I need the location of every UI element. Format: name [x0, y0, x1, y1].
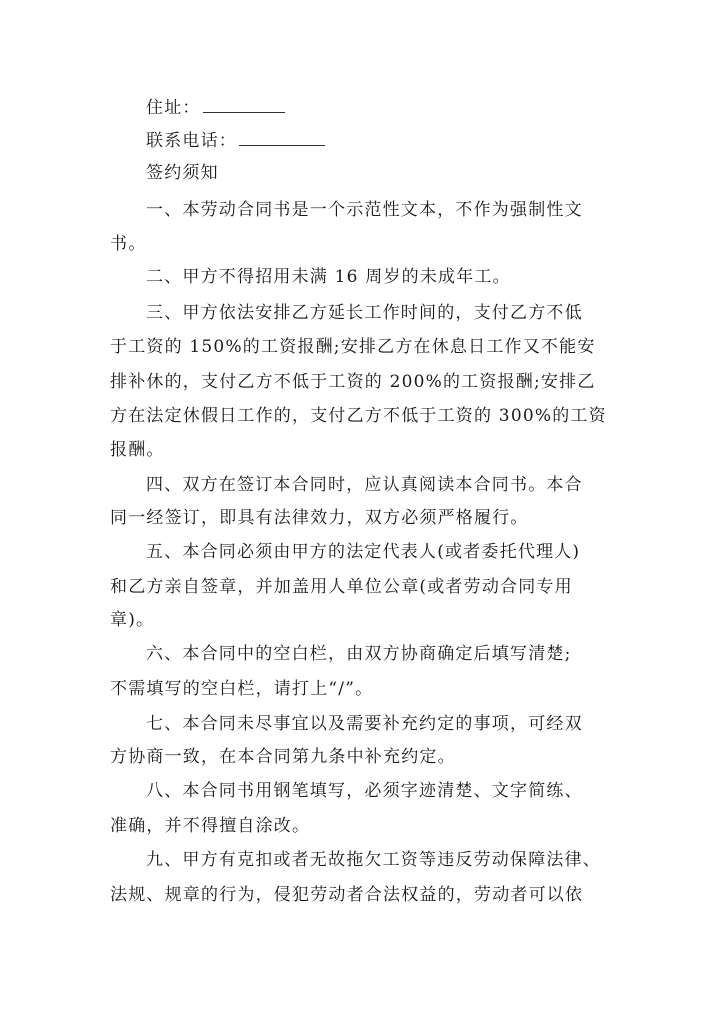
clause-6-line-2: 不需填写的空白栏，请打上“/”。	[110, 679, 374, 699]
clause-3-line-5: 报酬。	[110, 440, 165, 460]
clause-3-line-3: 排补休的，支付乙方不低于工资的 200%的工资报酬;安排乙	[110, 372, 596, 392]
clause-9-line-2: 法规、规章的行为，侵犯劳动者合法权益的，劳动者可以依	[110, 885, 584, 905]
phone-field	[146, 131, 325, 151]
clause-3-line-4: 方在法定休假日工作的，支付乙方不低于工资的 300%的工资	[110, 406, 607, 426]
clause-2-line-1: 二、甲方不得招用未满 16 周岁的未成年工。	[146, 267, 511, 287]
clause-3-line-1: 三、甲方依法安排乙方延长工作时间的，支付乙方不低	[146, 303, 583, 323]
notice-title: 签约须知	[146, 163, 219, 183]
clause-6-line-1: 六、本合同中的空白栏，由双方协商确定后填写清楚;	[146, 644, 572, 664]
clause-5-line-2: 和乙方亲自签章，并加盖用人单位公章(或者劳动合同专用	[110, 577, 573, 597]
clause-3-line-2: 于工资的 150%的工资报酬;安排乙方在休息日工作又不能安	[110, 337, 596, 357]
clause-8-line-2: 准确，并不得擅自涂改。	[110, 816, 311, 836]
clause-7-line-2: 方协商一致，在本合同第九条中补充约定。	[110, 747, 456, 767]
address-blank-line	[203, 98, 285, 113]
clause-7-line-1: 七、本合同未尽事宜以及需要补充约定的事项，可经双	[146, 714, 583, 734]
clause-4-line-1: 四、双方在签订本合同时，应认真阅读本合同书。本合	[146, 475, 583, 495]
clause-1-line-1: 一、本劳动合同书是一个示范性文本，不作为强制性文	[146, 200, 583, 220]
clause-5-line-1: 五、本合同必须由甲方的法定代表人(或者委托代理人)	[146, 542, 581, 562]
address-field	[146, 98, 285, 118]
address-label: 住址：	[146, 98, 201, 118]
clause-8-line-1: 八、本合同书用钢笔填写，必须字迹清楚、文字简练、	[146, 781, 583, 801]
clause-4-line-2: 同一经签订，即具有法律效力，双方必须严格履行。	[110, 508, 529, 528]
phone-blank-line	[239, 131, 325, 146]
clause-9-line-1: 九、甲方有克扣或者无故拖欠工资等违反劳动保障法律、	[146, 850, 601, 870]
clause-5-line-3: 章)。	[110, 610, 155, 630]
phone-label: 联系电话：	[146, 131, 237, 151]
clause-1-line-2: 书。	[110, 234, 147, 254]
